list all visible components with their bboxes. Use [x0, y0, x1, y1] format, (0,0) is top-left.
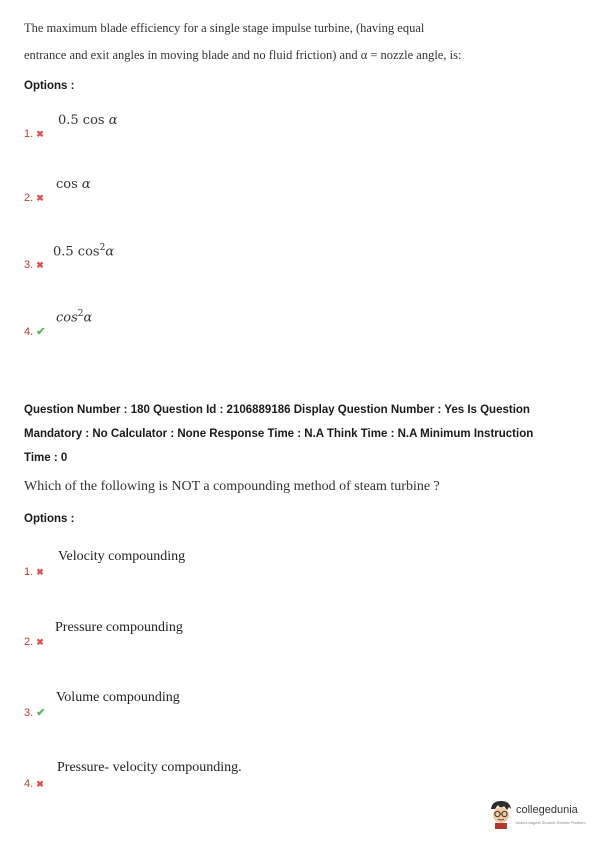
- option-1: [24, 124, 44, 142]
- option-2: [24, 632, 44, 650]
- option-number: 1.: [24, 566, 34, 578]
- question-text-line2: entrance and exit angles in moving blade and no fluid friction) and α = nozzle angle, is:: [24, 48, 462, 62]
- option-4: [24, 322, 45, 340]
- option-3-label: Volume compounding: [56, 690, 180, 705]
- question-text-line1: The maximum blade efficiency for a single stage impulse turbine, (having equal: [24, 21, 425, 35]
- option-number: 1.: [24, 128, 34, 140]
- option-3: [24, 703, 45, 721]
- cross-icon: ✖: [36, 637, 44, 647]
- option-1-formula: 0.5 cos α: [58, 113, 118, 128]
- options-label: Options :: [24, 80, 75, 92]
- option-number: 4.: [24, 778, 34, 790]
- cross-icon: ✖: [36, 129, 44, 139]
- cross-icon: ✖: [36, 779, 44, 789]
- question-meta-line2: Mandatory : No Calculator : None Response Time : N.A Think Time : N.A Minimum Instruction: [24, 428, 534, 440]
- cross-icon: ✖: [36, 260, 44, 270]
- option-3: [24, 255, 44, 273]
- option-number: 3.: [24, 259, 34, 271]
- cross-icon: ✖: [36, 567, 44, 577]
- option-2-formula: cos α: [56, 177, 91, 192]
- option-number: 2.: [24, 636, 34, 648]
- option-1: [24, 562, 44, 580]
- option-number: 3.: [24, 707, 34, 719]
- question-meta-line1: Question Number : 180 Question Id : 2106889186 Display Question Number : Yes Is Question: [24, 404, 530, 416]
- logo-tagline: India's largest Student Review Platform: [516, 820, 586, 825]
- cross-icon: ✖: [36, 193, 44, 203]
- mascot-icon: [488, 799, 514, 829]
- checkmark-icon: ✔: [36, 707, 46, 719]
- checkmark-icon: ✔: [36, 326, 46, 338]
- option-2-label: Pressure compounding: [55, 620, 183, 635]
- question-text: Which of the following is NOT a compounding method of steam turbine ?: [24, 479, 440, 494]
- option-number: 2.: [24, 192, 34, 204]
- option-4-label: Pressure- velocity compounding.: [57, 760, 242, 775]
- question-meta-line3: Time : 0: [24, 452, 68, 464]
- option-1-label: Velocity compounding: [58, 549, 186, 564]
- options-label: Options :: [24, 513, 75, 525]
- option-4: [24, 774, 44, 792]
- option-3-formula: 0.5 $\cos^2\alpha$: [53, 243, 115, 260]
- logo-name: collegedunia: [516, 804, 578, 816]
- option-number: 4.: [24, 326, 34, 338]
- collegedunia-logo: [488, 799, 588, 831]
- option-4-formula: $\cos^2\alpha$: [56, 309, 93, 326]
- option-2: [24, 188, 44, 206]
